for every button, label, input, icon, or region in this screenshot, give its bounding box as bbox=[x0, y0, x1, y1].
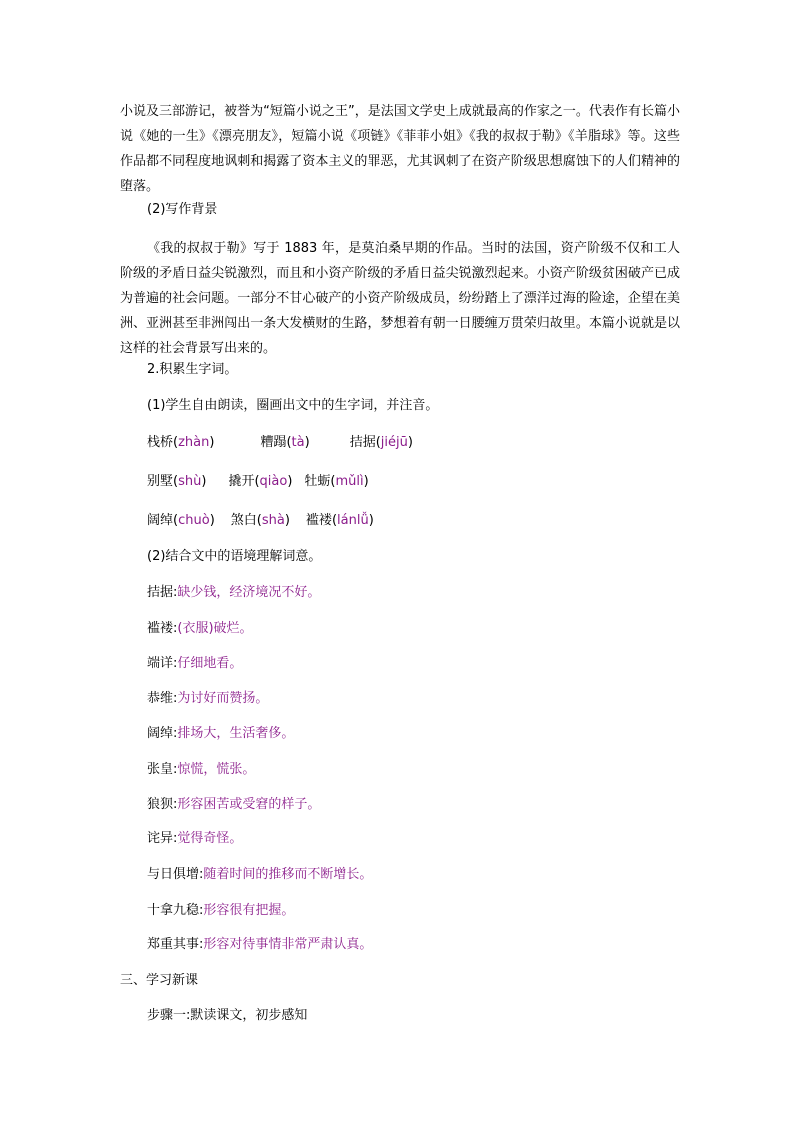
definition-meaning: 缺少钱，经济境况不好。 bbox=[177, 585, 321, 600]
definition-item bbox=[147, 725, 294, 743]
vocab-pinyin: mǔlì bbox=[335, 474, 364, 489]
vocab-pinyin: qiào bbox=[259, 474, 288, 489]
definition-term: 张皇: bbox=[147, 762, 178, 777]
vocab-word: 阔绰 bbox=[147, 513, 174, 528]
vocab-pinyin: chuò bbox=[178, 513, 210, 528]
definition-term: 与日俱增: bbox=[147, 867, 204, 882]
intro-paragraph: 小说及三部游记，被誉为“短篇小说之王”，是法国文学史上成就最高的作家之一。代表作有长篇小说《她的一生》《漂亮朋友》，短篇小说《项链》《菲菲小姐》《我的叔叔于勒》《羊脂球》等。这些作品都不同程度地讽刺和揭露了资本主义的罪恶，尤其讽刺了在资产阶级思想腐蚀下的人们精神的堕落。 bbox=[120, 104, 680, 194]
definition-item bbox=[147, 620, 253, 638]
definition-item bbox=[147, 902, 294, 920]
definition-meaning: 觉得奇怪。 bbox=[177, 831, 243, 846]
definition-item bbox=[147, 761, 255, 779]
vocab-word: 别墅 bbox=[147, 474, 174, 489]
definition-term: 郑重其事: bbox=[147, 937, 204, 952]
pinyin-row: 栈桥(zhàn) 糟蹋(tà) 拮据(jiéjū) bbox=[147, 435, 413, 450]
writing-background-text: 《我的叔叔于勒》写于 1883 年，是莫泊桑早期的作品。当时的法国，资产阶级不仅和工人阶级的矛盾日益尖锐激烈，而且和小资产阶级的矛盾日益尖锐激烈起来。小资产阶级贫困破产已成为普遍的社会问题。一部分不甘心破产的小资产阶级成员，纷纷踏上了漂洋过海的险途，企望在美洲、亚洲甚至非洲闯出一条大发横财的生路，梦想着有朝一日腰缠万贯荣归故里。本篇小说就是以这样的社会背景写出来的。 bbox=[120, 241, 680, 356]
vocab-pinyin: tà bbox=[291, 435, 305, 450]
definition-item bbox=[147, 690, 268, 708]
definition-term: 恭维: bbox=[147, 691, 178, 706]
definition-term: 十拿九稳: bbox=[147, 903, 204, 918]
definition-item bbox=[147, 936, 372, 954]
pinyin-row: 别墅(shù) 撬开(qiào) 牡蛎(mǔlì) bbox=[147, 474, 369, 489]
definition-term: 褴褛: bbox=[147, 621, 178, 636]
vocab-word: 糟蹋 bbox=[260, 435, 287, 450]
definition-meaning: 为讨好而赞扬。 bbox=[177, 691, 269, 706]
vocab-pinyin: shù bbox=[178, 474, 202, 489]
definition-term: 拮据: bbox=[147, 585, 178, 600]
definition-meaning: 随着时间的推移而不断增长。 bbox=[203, 867, 373, 882]
definition-term: 阔绰: bbox=[147, 726, 178, 741]
vocab-subheading-1: (1)学生自由朗读，圈画出文中的生字词，并注音。 bbox=[147, 398, 439, 413]
vocab-heading: 2.积累生字词。 bbox=[147, 362, 238, 377]
definition-meaning: 惊慌，慌张。 bbox=[177, 762, 256, 777]
definition-meaning: 形容很有把握。 bbox=[203, 903, 295, 918]
definition-meaning: 仔细地看。 bbox=[177, 656, 243, 671]
vocab-word: 煞白 bbox=[230, 513, 257, 528]
definition-term: 狼狈: bbox=[147, 797, 178, 812]
vocab-word: 撬开 bbox=[228, 474, 255, 489]
section-three-heading: 三、学习新课 bbox=[120, 973, 199, 988]
definition-item bbox=[147, 830, 242, 848]
vocab-pinyin: lánlǚ bbox=[337, 513, 369, 528]
definition-term: 诧异: bbox=[147, 831, 178, 846]
vocab-pinyin: zhàn bbox=[178, 435, 210, 450]
vocab-word: 牡蛎 bbox=[304, 474, 331, 489]
definition-meaning: 排场大，生活奢侈。 bbox=[177, 726, 295, 741]
vocab-pinyin: shà bbox=[261, 513, 285, 528]
writing-background-heading: (2)写作背景 bbox=[147, 202, 218, 217]
step-one-heading: 步骤一:默读课文，初步感知 bbox=[147, 1008, 308, 1023]
definition-item bbox=[147, 796, 320, 814]
vocab-pinyin: jiéjū bbox=[380, 435, 408, 450]
definition-term: 端详: bbox=[147, 656, 178, 671]
pinyin-row: 阔绰(chuò) 煞白(shà) 褴褛(lánlǚ) bbox=[147, 513, 374, 528]
definition-meaning: 形容对待事情非常严肃认真。 bbox=[203, 937, 373, 952]
vocab-subheading-2: (2)结合文中的语境理解词意。 bbox=[147, 549, 322, 564]
definition-meaning: 形容困苦或受窘的样子。 bbox=[177, 797, 321, 812]
definition-meaning: (衣服)破烂。 bbox=[177, 621, 253, 636]
vocab-word: 栈桥 bbox=[147, 435, 174, 450]
vocab-word: 褴褛 bbox=[305, 513, 332, 528]
definition-item bbox=[147, 866, 372, 884]
vocab-word: 拮据 bbox=[349, 435, 376, 450]
definition-item bbox=[147, 584, 320, 602]
definition-item bbox=[147, 655, 242, 673]
